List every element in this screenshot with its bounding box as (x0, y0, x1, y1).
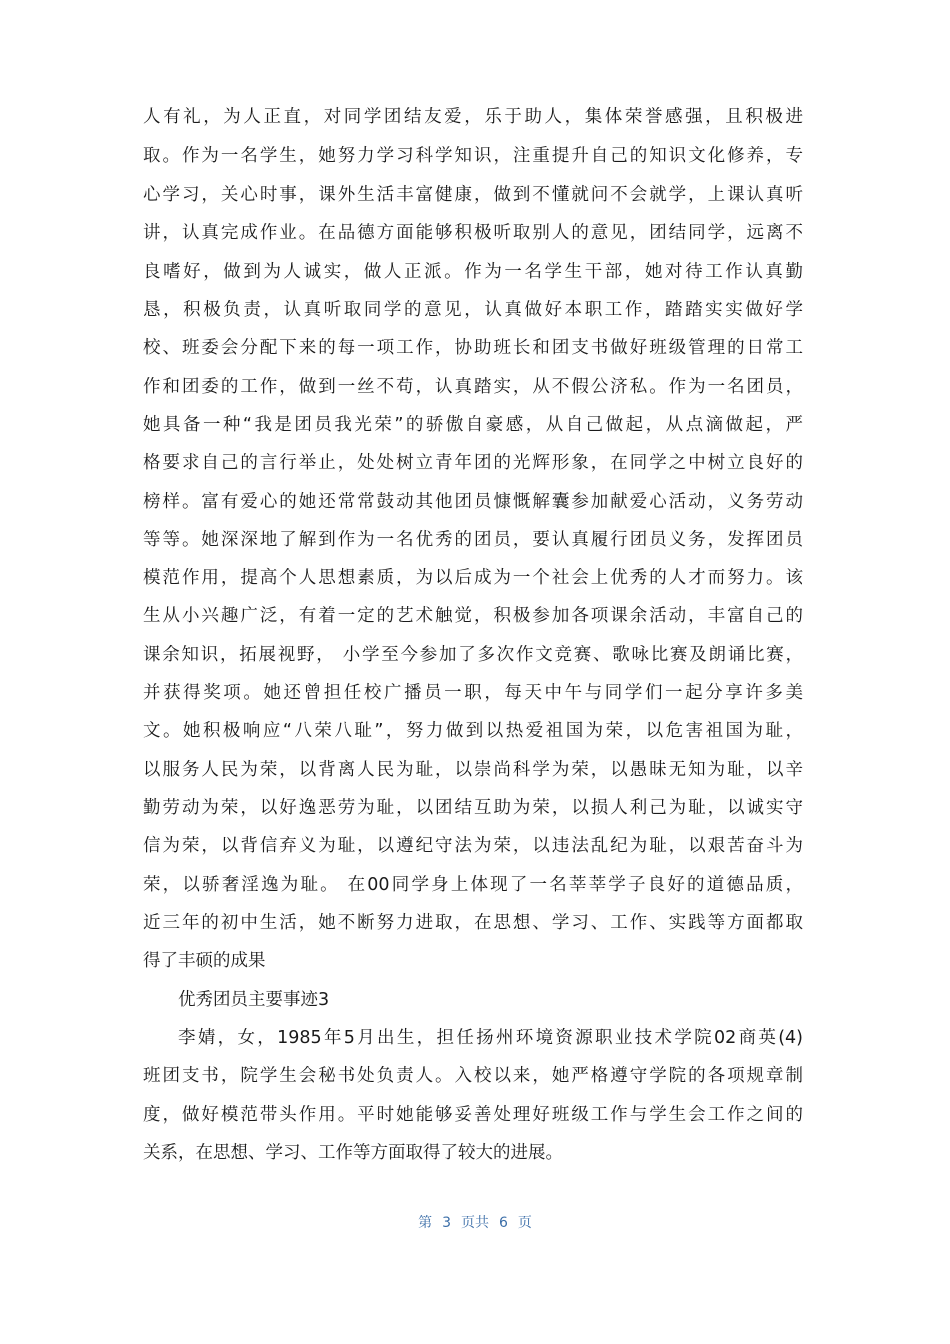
paragraph-line: 得了丰硕的成果 (143, 951, 266, 971)
paragraph-line: 勤劳动为荣，以好逸恶劳为耻，以团结互助为荣，以损人利己为耻，以诚实守 (143, 798, 803, 818)
paragraph-line: 李婧，女，1985年5月出生，担任扬州环境资源职业技术学院02商英(4) (178, 1028, 803, 1048)
paragraph-line: 她具备一种“我是团员我光荣”的骄傲自豪感，从自己做起，从点滴做起，严 (143, 415, 803, 435)
paragraph-line: 以服务人民为荣，以背离人民为耻，以崇尚科学为荣，以愚昧无知为耻，以辛 (143, 760, 803, 780)
paragraph-line: 等等。她深深地了解到作为一名优秀的团员，要认真履行团员义务，发挥团员 (143, 530, 803, 550)
paragraph-line: 关系，在思想、学习、工作等方面取得了较大的进展。 (143, 1143, 563, 1163)
paragraph-line: 讲，认真完成作业。在品德方面能够积极听取别人的意见，团结同学，远离不 (143, 223, 803, 243)
paragraph-line: 文。她积极响应“八荣八耻”，努力做到以热爱祖国为荣，以危害祖国为耻， (143, 721, 803, 741)
paragraph-line: 模范作用，提高个人思想素质，为以后成为一个社会上优秀的人才而努力。该 (143, 568, 803, 588)
paragraph-line: 信为荣，以背信弃义为耻，以遵纪守法为荣，以违法乱纪为耻，以艰苦奋斗为 (143, 836, 803, 856)
paragraph-line: 作和团委的工作，做到一丝不苟，认真踏实，从不假公济私。作为一名团员， (143, 377, 803, 397)
section-heading: 优秀团员主要事迹3 (178, 990, 330, 1010)
page-label-middle: 页共 (461, 1215, 489, 1231)
paragraph-line: 班团支书，院学生会秘书处负责人。入校以来，她严格遵守学院的各项规章制 (143, 1066, 803, 1086)
paragraph-line: 课余知识，拓展视野， 小学至今参加了多次作文竞赛、歌咏比赛及朗诵比赛， (143, 645, 803, 665)
paragraph-line: 格要求自己的言行举止，处处树立青年团的光辉形象，在同学之中树立良好的 (143, 453, 803, 473)
paragraph-line: 校、班委会分配下来的每一项工作，协助班长和团支书做好班级管理的日常工 (143, 338, 803, 358)
page-label-prefix: 第 (418, 1215, 433, 1231)
paragraph-line: 榜样。富有爱心的她还常常鼓动其他团员慷慨解囊参加献爱心活动，义务劳动 (143, 492, 803, 512)
paragraph-line: 人有礼，为人正直，对同学团结友爱，乐于助人，集体荣誉感强，且积极进 (143, 107, 803, 127)
paragraph-line: 并获得奖项。她还曾担任校广播员一职，每天中午与同学们一起分享许多美 (143, 683, 803, 703)
paragraph-line: 生从小兴趣广泛，有着一定的艺术触觉，积极参加各项课余活动，丰富自己的 (143, 606, 803, 626)
paragraph-line: 度，做好模范带头作用。平时她能够妥善处理好班级工作与学生会工作之间的 (143, 1105, 803, 1125)
page-number-footer (0, 1213, 950, 1233)
paragraph-line: 取。作为一名学生，她努力学习科学知识，注重提升自己的知识文化修养，专 (143, 146, 803, 166)
paragraph-line: 荣，以骄奢淫逸为耻。 在00同学身上体现了一名莘莘学子良好的道德品质， (143, 875, 803, 895)
total-page-number: 6 (499, 1215, 508, 1231)
paragraph-line: 近三年的初中生活，她不断努力进取，在思想、学习、工作、实践等方面都取 (143, 913, 803, 933)
paragraph-line: 恳，积极负责，认真听取同学的意见，认真做好本职工作，踏踏实实做好学 (143, 300, 803, 320)
paragraph-line: 心学习，关心时事，课外生活丰富健康，做到不懂就问不会就学，上课认真听 (143, 185, 803, 205)
page-label-suffix: 页 (517, 1215, 532, 1231)
current-page-number: 3 (442, 1215, 451, 1231)
paragraph-line: 良嗜好，做到为人诚实，做人正派。作为一名学生干部，她对待工作认真勤 (143, 262, 803, 282)
